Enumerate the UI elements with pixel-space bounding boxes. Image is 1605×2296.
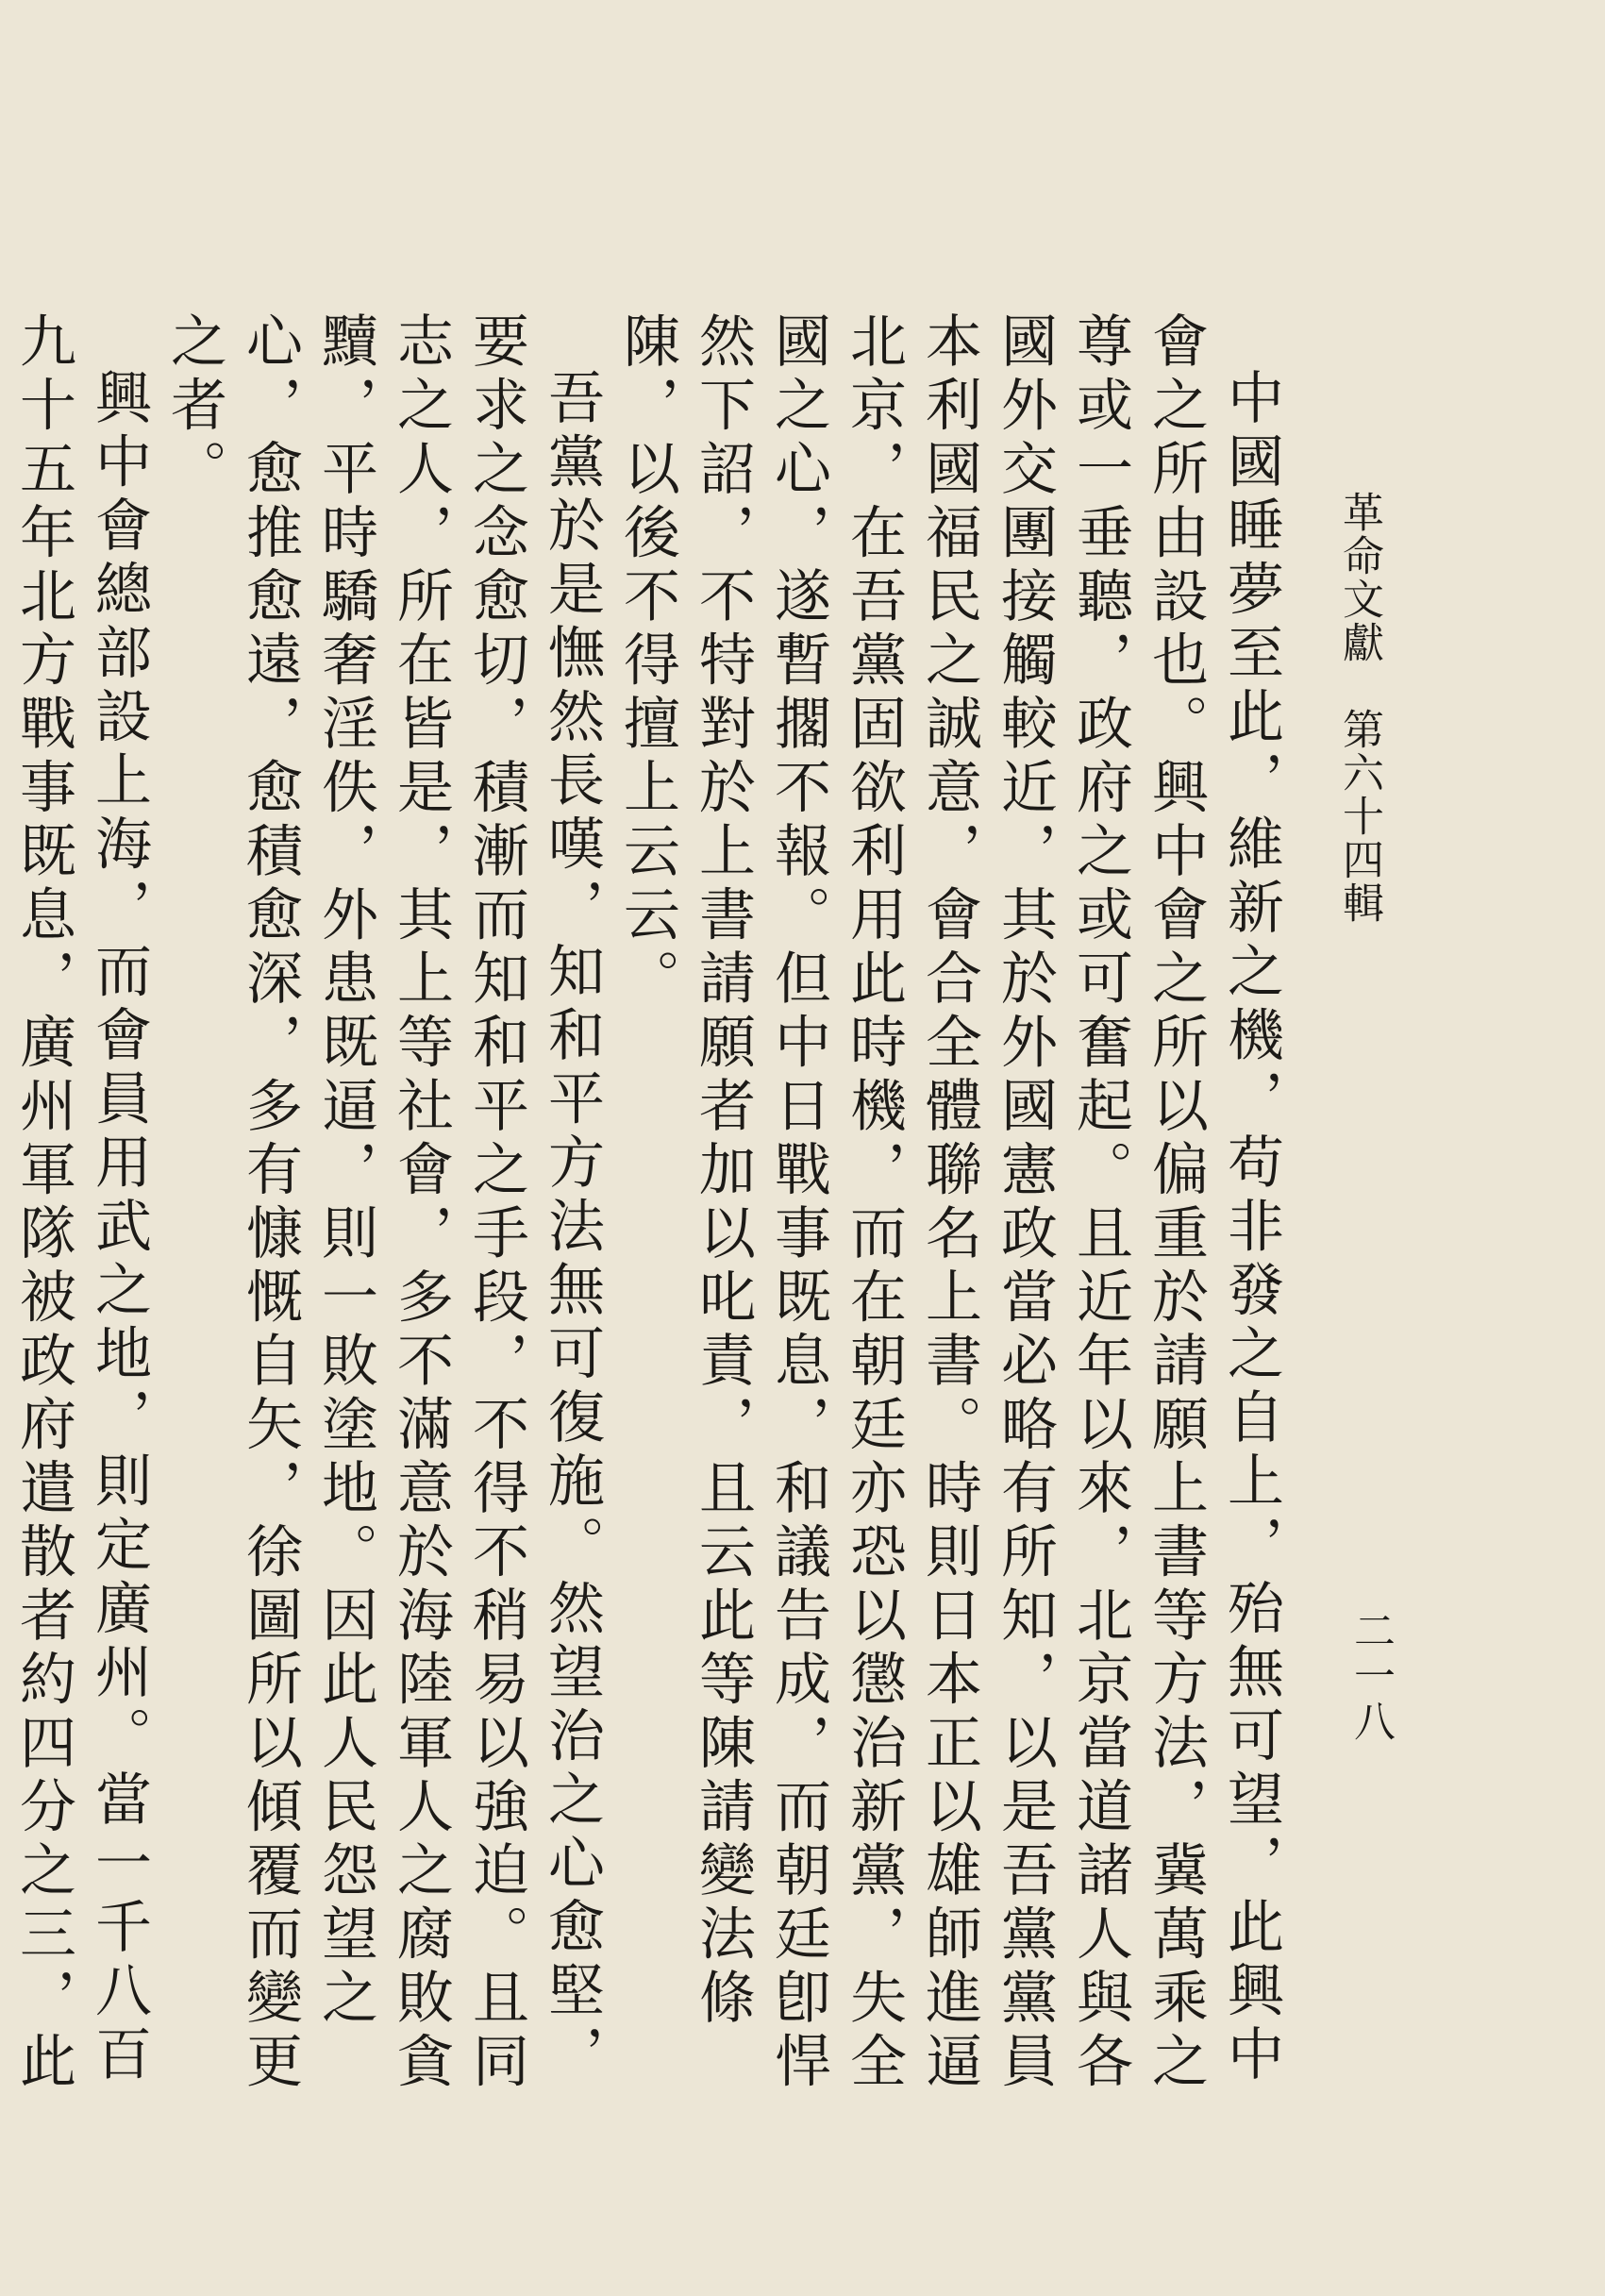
paragraph-2: 吾黨於是憮然長嘆，知和平方法無可復施。然望治之心愈堅，要求之念愈切，積漸而知和平之手段，不得不稍易以強迫。且同志之人，所在皆是，其上等社會，多不滿意於海陸軍人之腐敗貪黷，平時驕奢淫佚，外患既逼，則一敗塗地。因此人民怨望之心，愈推愈遠，愈積愈深，多有慷慨自矢，徐圖所以傾覆而變更之者。 xyxy=(161,311,605,2095)
paragraph-1: 中國睡夢至此，維新之機，苟非發之自上，殆無可望，此興中會之所由設也。興中會之所以偏重於請願上書等方法，冀萬乘之尊或一垂聽，政府之或可奮起。且近年以來，北京當道諸人與各國外交團接觸較近，其於外國憲政當必略有所知，以是吾黨黨員本利國福民之誠意，會合全體聯名上書。時則日本正以雄師進逼北京，在吾黨固欲利用此時機，而在朝廷亦恐以懲治新黨，失全國之心，遂暫擱不報。但中日戰事既息，和議告成，而朝廷卽悍然下詔，不特對於上書請願者加以叱責，且云此等陳請變法條陳，以後不得擅上云云。 xyxy=(614,311,1284,2095)
running-header-title: 革命文獻 第六十四輯 xyxy=(1335,491,1383,925)
paragraph-3: 興中會總部設上海，而會員用武之地，則定廣州。當一千八百九十五年北方戰事既息，廣州軍隊被政府遣散者約四分之三，此 xyxy=(10,311,152,2095)
body-text xyxy=(10,311,1289,2133)
page-number: 二一八 xyxy=(1346,1609,1395,1745)
